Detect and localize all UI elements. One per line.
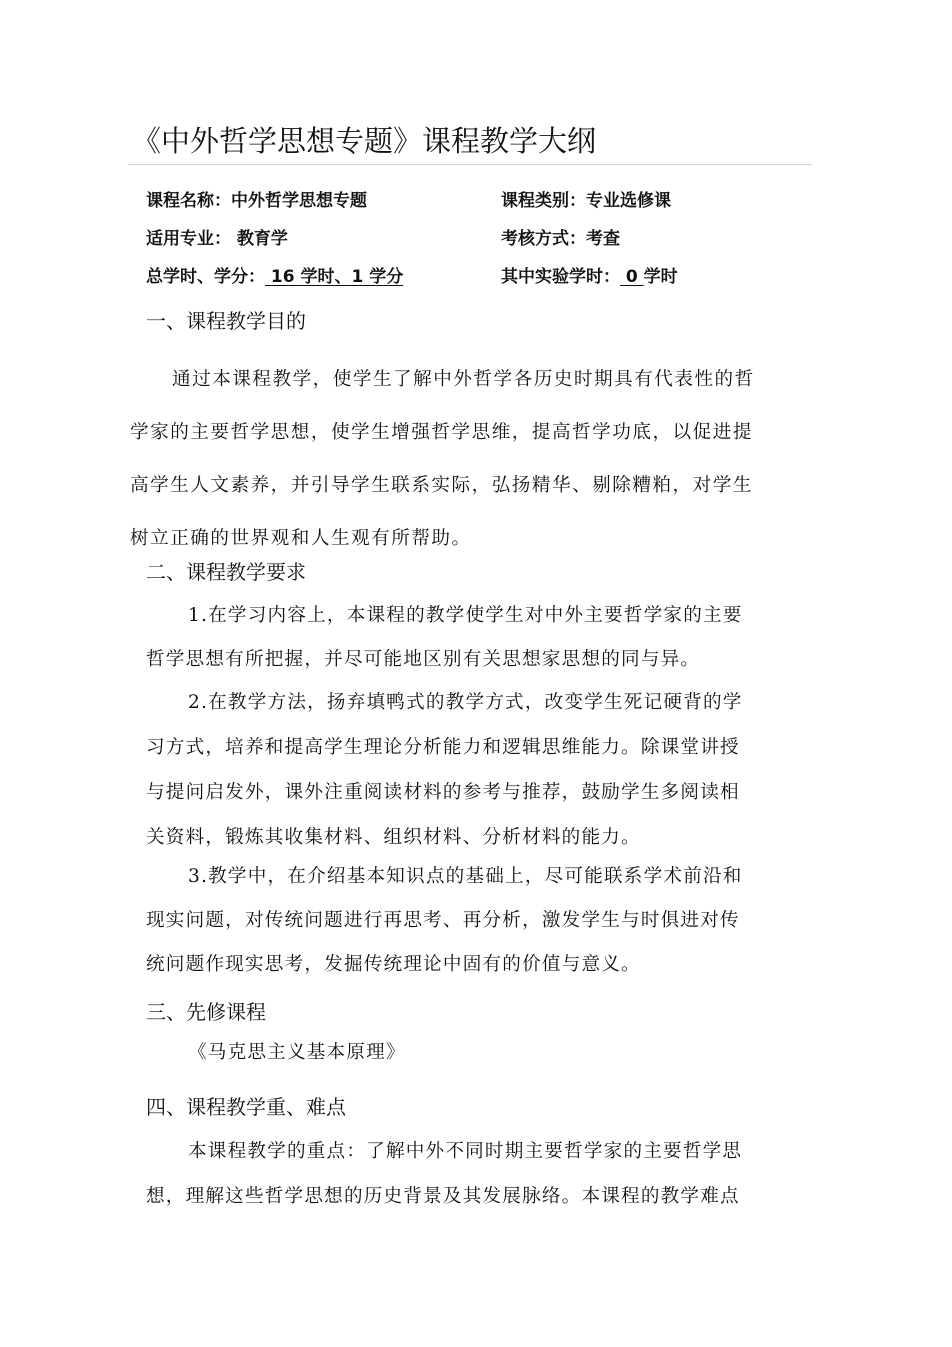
page-title: 《中外哲学思想专题》课程教学大纲 [132, 124, 597, 158]
hours-label: 总学时、学分： [146, 267, 265, 287]
assess-label: 考核方式： [501, 229, 586, 249]
assess-row [501, 227, 620, 251]
lab-hours-label: 其中实验学时： [501, 267, 620, 287]
prerequisite-course: 《马克思主义基本原理》 [188, 1042, 406, 1063]
course-name-label: 课程名称： [146, 191, 231, 211]
lab-hours-value: 0 [620, 267, 644, 287]
paragraph-line: 统问题作现实思考，发掘传统理论中固有的价值与意义。 [146, 954, 641, 975]
paragraph-line: 树立正确的世界观和人生观有所帮助。 [130, 528, 472, 549]
course-name-value: 中外哲学思想专题 [231, 191, 367, 211]
paragraph-line: 通过本课程教学，使学生了解中外哲学各历史时期具有代表性的哲 [172, 369, 755, 390]
hours-row [146, 265, 403, 289]
paragraph-line: 3.教学中，在介绍基本知识点的基础上，尽可能联系学术前沿和 [188, 866, 743, 887]
course-type-value: 专业选修课 [586, 191, 671, 211]
section-heading-key-points: 四、课程教学重、难点 [146, 1095, 346, 1119]
requirements-paragraph-2 [146, 680, 743, 860]
assess-value: 考查 [586, 229, 620, 249]
lab-hours-row [501, 265, 678, 289]
course-name-row [146, 189, 367, 213]
paragraph-line: 与提问启发外，课外注重阅读材料的参考与推荐，鼓励学生多阅读相 [146, 782, 740, 803]
course-type-label: 课程类别： [501, 191, 586, 211]
paragraph-line: 1.在学习内容上，本课程的教学使学生对中外主要哲学家的主要 [188, 605, 743, 626]
paragraph-line: 现实问题，对传统问题进行再思考、再分析，激发学生与时俱进对传 [146, 910, 740, 931]
paragraph-line: 2.在教学方法，扬弃填鸭式的教学方式，改变学生死记硬背的学 [188, 692, 743, 713]
title-divider [128, 164, 812, 165]
key-points-paragraph [146, 1129, 742, 1219]
paragraph-line: 哲学思想有所把握，并尽可能地区别有关思想家思想的同与异。 [146, 649, 701, 670]
paragraph-line: 习方式，培养和提高学生理论分析能力和逻辑思维能力。除课堂讲授 [146, 737, 740, 758]
paragraph-line: 学家的主要哲学思想，使学生增强哲学思维，提高哲学功底，以促进提 [130, 422, 753, 443]
section-heading-prerequisites: 三、先修课程 [146, 1000, 266, 1024]
paragraph-line: 想，理解这些哲学思想的历史背景及其发展脉络。本课程的教学难点 [146, 1186, 740, 1207]
hours-value: 16 学时、1 学分 [265, 267, 404, 287]
paragraph-line: 本课程教学的重点：了解中外不同时期主要哲学家的主要哲学思 [188, 1141, 743, 1162]
major-label: 适用专业： [146, 229, 231, 249]
paragraph-line: 关资料，锻炼其收集材料、组织材料、分析材料的能力。 [146, 827, 641, 848]
lab-hours-unit: 学时 [643, 267, 678, 287]
requirements-paragraph-1 [146, 594, 743, 682]
major-row [146, 227, 288, 251]
major-value: 教育学 [236, 229, 288, 249]
section-heading-purpose: 一、课程教学目的 [146, 309, 306, 333]
requirements-paragraph-3 [146, 855, 743, 987]
section-heading-requirements: 二、课程教学要求 [146, 560, 306, 584]
purpose-paragraph [130, 353, 755, 565]
paragraph-line: 高学生人文素养，并引导学生联系实际，弘扬精华、剔除糟粕，对学生 [130, 475, 753, 496]
course-type-row [501, 189, 671, 213]
